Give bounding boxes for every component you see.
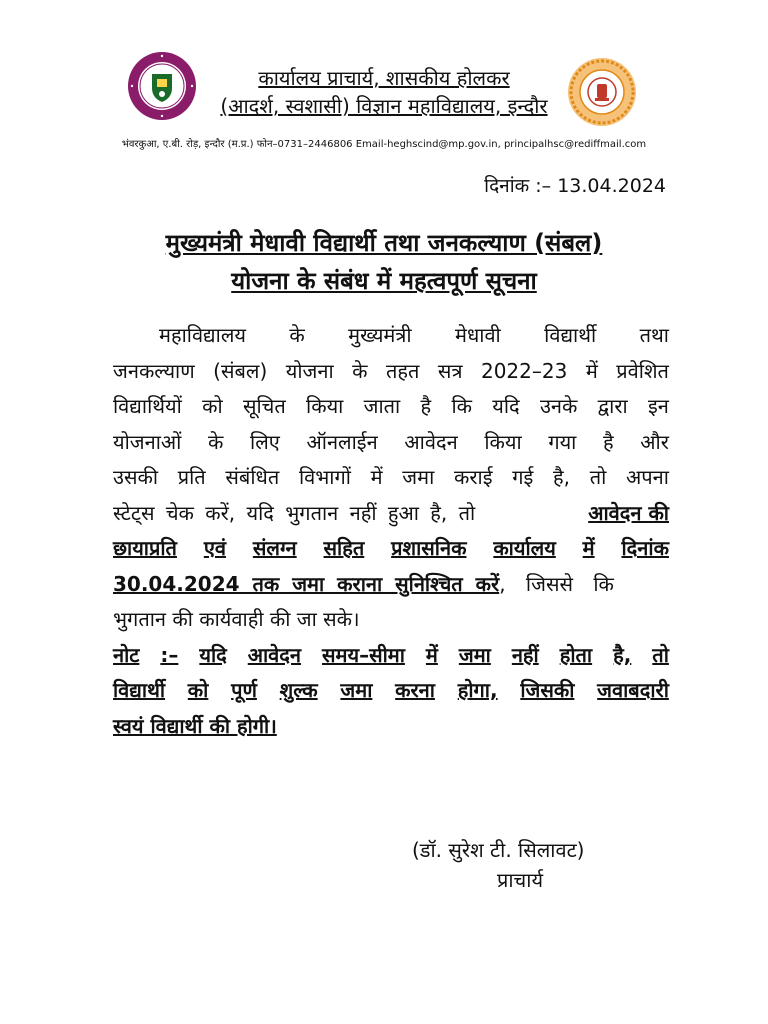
highlight-text: आवेदन की [588, 500, 669, 525]
note-line-1: नोट :– यदि आवेदन समय–सीमा में जमा नहीं होता है, तो [113, 642, 669, 667]
body-line-2: जनकल्याण (संबल) योजना के तहत सत्र 2022–23 में प्रवेशित [113, 358, 669, 383]
signatory-name: (डॉ. सुरेश टी. सिलावट) [412, 838, 585, 862]
note-line-2: विद्यार्थी को पूर्ण शुल्क जमा करना होगा, जिसकी जवाबदारी [113, 678, 669, 702]
state-seal-logo [566, 56, 638, 128]
note-line-3: स्वयं विद्यार्थी की होगी। [113, 713, 277, 738]
date-line: दिनांक :– 13.04.2024 [484, 175, 666, 197]
body-line-8: 30.04.2024 तक जमा कराना सुनिश्चित करें, जिससे कि [113, 571, 614, 596]
office-title-line2: (आदर्श, स्वशासी) विज्ञान महाविद्यालय, इन्दौर [220, 94, 548, 118]
college-emblem-logo [126, 50, 198, 122]
body-line-9: भुगतान की कार्यवाही की जा सके। [113, 607, 360, 631]
signatory-designation: प्राचार्य [497, 868, 544, 892]
deadline-text: 30.04.2024 तक जमा कराना सुनिश्चित करें [113, 571, 500, 596]
contact-info: भंवरकुआ, ए.बी. रोड़, इन्दौर (म.प्र.) फोन–0731–2446806 Email-heghscind@mp.gov.in, principalhsc@rediffmail.com [121, 139, 647, 150]
body-line-1: महाविद्यालय के मुख्यमंत्री मेधावी विद्यार्थी तथा [159, 323, 669, 347]
body-line-3: विद्यार्थियों को सूचित किया जाता है कि यदि उनके द्वारा इन [113, 394, 669, 418]
notice-title-line2: योजना के संबंध में महत्वपूर्ण सूचना [231, 267, 537, 295]
notice-title-line1: मुख्यमंत्री मेधावी विद्यार्थी तथा जनकल्याण (संबल) [165, 229, 603, 257]
body-line-7: छायाप्रति एवं संलग्न सहित प्रशासनिक कार्यालय में दिनांक [113, 536, 669, 560]
notice-body [113, 318, 669, 744]
office-title-line1: कार्यालय प्राचार्य, शासकीय होलकर [258, 66, 510, 90]
body-line-5: उसकी प्रति संबंधित विभागों में जमा कराई गई है, तो अपना [113, 465, 669, 489]
body-line-4: योजनाओं के लिए ऑनलाईन आवेदन किया गया है और [113, 429, 669, 454]
body-line-6: स्टेट्स चेक करें, यदि भुगतान नहीं हुआ है, तो आवेदन की [113, 496, 669, 532]
